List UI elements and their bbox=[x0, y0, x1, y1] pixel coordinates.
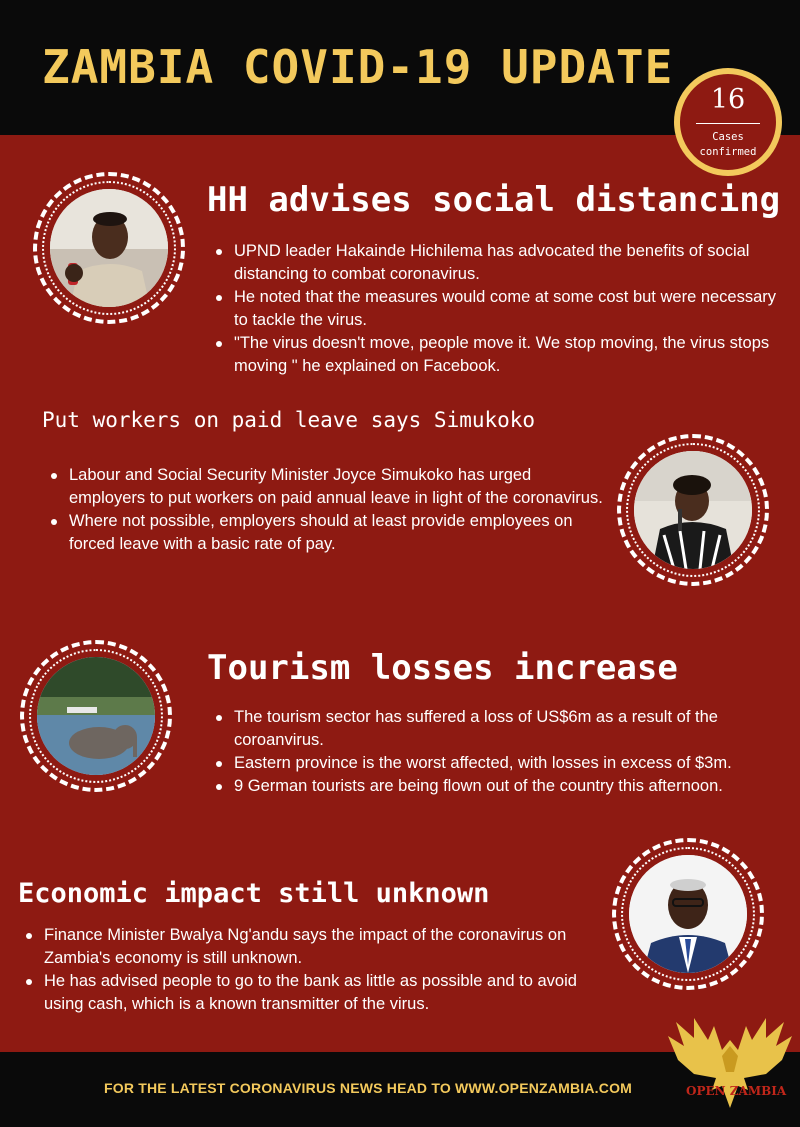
page-title: ZAMBIA COVID-19 UPDATE bbox=[42, 40, 674, 94]
list-item: Eastern province is the worst affected, with losses in excess of $3m. bbox=[210, 752, 785, 775]
cases-label-line1: Cases bbox=[712, 131, 744, 143]
photo-simukoko-frame bbox=[617, 434, 769, 586]
cases-badge bbox=[674, 68, 782, 176]
cases-label bbox=[680, 130, 776, 160]
bullets-paid-leave bbox=[45, 464, 610, 556]
photo-hichilema bbox=[50, 189, 168, 307]
list-item: The tourism sector has suffered a loss of US$6m as a result of the coroanvirus. bbox=[210, 706, 785, 752]
headline-economic-impact: Economic impact still unknown bbox=[18, 878, 490, 909]
headline-tourism: Tourism losses increase bbox=[207, 648, 678, 688]
list-item: Finance Minister Bwalya Ng'andu says the impact of the coronavirus on Zambia's economy is still unknown. bbox=[20, 924, 580, 970]
bullets-economic-impact bbox=[20, 924, 580, 1016]
list-item: "The virus doesn't move, people move it. We stop moving, the virus stops moving " he explained on Facebook. bbox=[210, 332, 785, 378]
headline-paid-leave: Put workers on paid leave says Simukoko bbox=[42, 408, 536, 432]
photo-elephants bbox=[37, 657, 155, 775]
bullets-social-distancing bbox=[210, 240, 785, 378]
list-item: UPND leader Hakainde Hichilema has advocated the benefits of social distancing to combat coronavirus. bbox=[210, 240, 785, 286]
bullets-tourism bbox=[210, 706, 785, 798]
list-item: He noted that the measures would come at some cost but were necessary to tackle the virus. bbox=[210, 286, 785, 332]
list-item: Labour and Social Security Minister Joyce Simukoko has urged employers to put workers on paid annual leave in light of the coronavirus. bbox=[45, 464, 610, 510]
photo-hichilema-frame bbox=[33, 172, 185, 324]
cases-count: 16 bbox=[710, 84, 746, 115]
photo-simukoko bbox=[634, 451, 752, 569]
photo-ngandu bbox=[629, 855, 747, 973]
list-item: 9 German tourists are being flown out of the country this afternoon. bbox=[210, 775, 785, 798]
list-item: He has advised people to go to the bank as little as possible and to avoid using cash, which is a known transmitter of the virus. bbox=[20, 970, 580, 1016]
headline-social-distancing: HH advises social distancing bbox=[207, 180, 781, 220]
list-item: Where not possible, employers should at least provide employees on forced leave with a basic rate of pay. bbox=[45, 510, 610, 556]
footer-link-text: FOR THE LATEST CORONAVIRUS NEWS HEAD TO WWW.OPENZAMBIA.COM bbox=[104, 1080, 633, 1096]
logo-wordmark: OPEN ZAMBIA bbox=[686, 1084, 787, 1098]
photo-tourism-frame bbox=[20, 640, 172, 792]
badge-divider bbox=[696, 123, 760, 124]
cases-label-line2: confirmed bbox=[699, 146, 757, 158]
photo-ngandu-frame bbox=[612, 838, 764, 990]
